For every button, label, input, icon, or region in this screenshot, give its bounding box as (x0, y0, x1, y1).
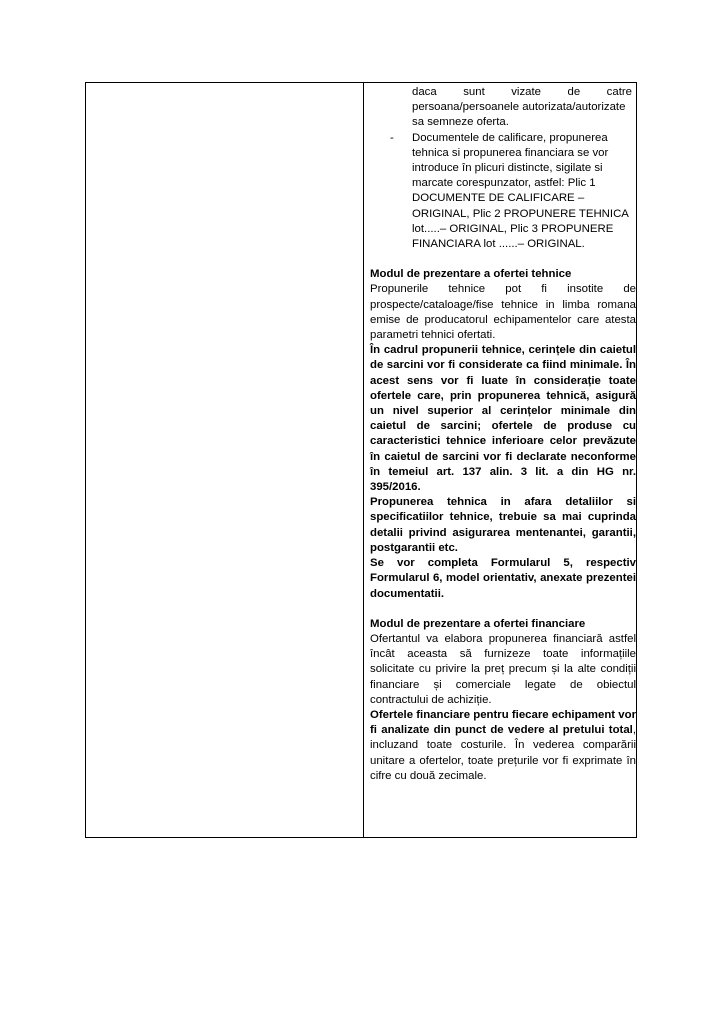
column-divider (363, 83, 364, 837)
technical-offer-heading: Modul de prezentare a ofertei tehnice (370, 268, 572, 281)
list-item (370, 131, 636, 253)
dash-bullet: - (390, 131, 394, 144)
list-item (370, 85, 636, 131)
financial-offer-section (370, 617, 636, 784)
bullet-list (370, 85, 636, 252)
technical-paragraph-bold: În cadrul propunerii tehnice, cerințele din caietul de sarcini vor fi considerate ca fiind minimale. În acest sens vor fi luate în considerație toate ofertele care, prin propunerea tehnică, asigură un nivel superior al cerințelor minimale din caietul de sarcini; ofertele de produse cu caracteristici tehnice inferioare celor prevăzute în caietul de sarcini vor fi declarate neconforme în temeiul art. 137 alin. 3 lit. a din HG nr. 395/2016. (370, 344, 636, 494)
financial-bold-text: Ofertele financiare pentru fiecare echipament vor fi analizate din punct de vedere al pretului total (370, 708, 636, 737)
financial-paragraph-2 (370, 708, 636, 784)
technical-paragraph-bold: Propunerea tehnica in afara detaliilor si specificatiilor tehnice, trebuie sa mai cuprinda detalii privind asigurarea mentenantei, garantii, postgarantii etc. (370, 496, 636, 554)
technical-paragraph: Propunerile tehnice pot fi insotite de prospecte/cataloage/fise tehnice in limba romana emise de producatorul echipamentelor care atesta parametri tehnici ofertati. (370, 283, 636, 342)
list-item-text: Documentele de calificare, propunerea tehnica si propunerea financiara se vor introduce în plicuri distincte, sigilate si marcate corespunzator, astfel: Plic 1 DOCUMENTE DE CALIFICARE – ORIGINAL, Plic 2 PROPUNERE TEHNICA lot.....– ORIGINAL, Plic 3 PROPUNERE FINANCIARA lot ......– ORIGINAL. (412, 131, 629, 251)
list-item-line: daca sunt vizate de catre (412, 86, 632, 98)
financial-offer-heading: Modul de prezentare a ofertei financiare (370, 617, 586, 630)
financial-paragraph: Ofertantul va elabora propunerea financiară astfel încât aceasta să furnizeze toate informațiile solicitate cu privire la preț precum și la alte condiții financiare și comerciale legate de obiectul contractului de achiziție. (370, 632, 636, 706)
list-item-text: persoana/persoanele autorizata/autorizate sa semneze oferta. (412, 101, 626, 129)
right-column-cell (370, 85, 636, 784)
financial-regular-text: , incluzand toate costurile. În vederea comparării unitare a ofertelor, toate prețurile vor fi exprimate în cifre cu două zecimale. (370, 724, 636, 782)
document-table (85, 82, 637, 838)
technical-paragraph-bold: Se vor completa Formularul 5, respectiv Formularul 6, model orientativ, anexate prezentei documentatii. (370, 557, 636, 600)
technical-offer-section (370, 267, 636, 601)
